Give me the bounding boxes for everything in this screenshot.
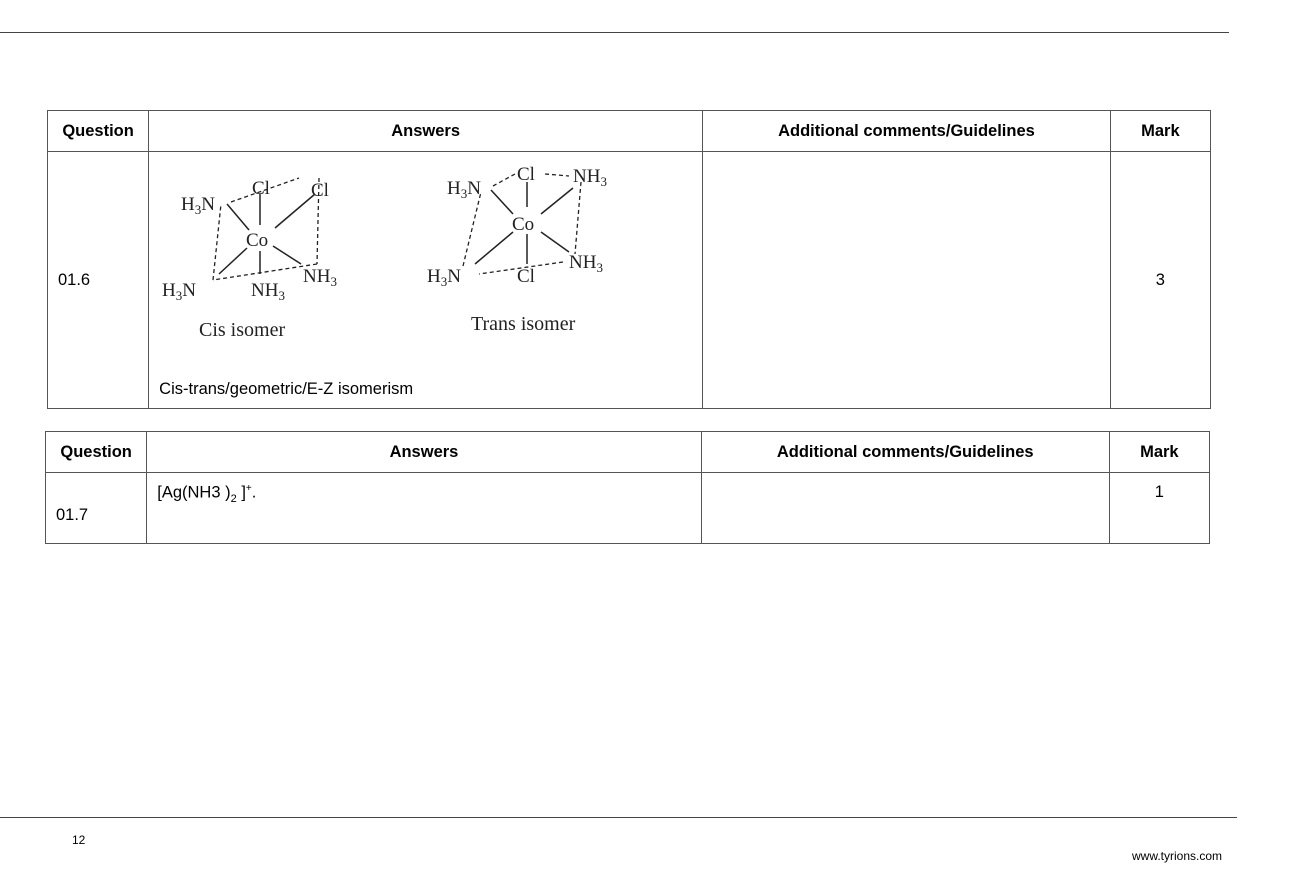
trans-isomer-label: Trans isomer [471,313,576,335]
table-header-row [46,432,1210,473]
complex-formula-tail: . [251,483,257,502]
table-row [48,152,1211,409]
mark-value: 1 [1109,473,1209,544]
isomerism-type-answer: Cis-trans/geometric/E-Z isomerism [159,380,414,398]
question-number: 01.6 [48,152,149,409]
svg-text:Cl: Cl [517,266,536,287]
top-rule [0,32,1229,33]
central-atom: Co [246,230,269,251]
complex-formula-subscript: 2 [230,492,237,505]
complex-formula-charge: + [245,483,252,494]
header-comments: Additional comments/Guidelines [703,111,1111,152]
header-question: Question [48,111,149,152]
table-header-row [48,111,1211,152]
table-row [46,473,1210,544]
svg-text:Cl: Cl [517,164,536,185]
cis-isomer-atoms [162,178,337,303]
cis-isomer-label: Cis isomer [199,319,286,341]
markscheme-table-2 [45,431,1210,544]
svg-text:NH3: $NH_3$ [303,266,338,289]
header-mark: Mark [1109,432,1209,473]
header-mark: Mark [1110,111,1210,152]
markscheme-table-1 [47,110,1211,409]
header-question: Question [46,432,147,473]
bottom-rule [0,817,1237,818]
svg-text:Co: Co [512,214,535,235]
svg-text:NH3: $NH_3$ [573,166,608,189]
header-answers: Answers [147,432,701,473]
svg-text:Cl: Cl [252,178,271,199]
svg-text:H3N: $H_3N$ [427,266,462,289]
svg-text:NH3: $NH_3$ [569,252,604,275]
answer-cell [149,152,703,409]
header-answers: Answers [149,111,703,152]
comments-cell [701,473,1109,544]
trans-isomer-atoms [427,164,607,289]
header-comments: Additional comments/Guidelines [701,432,1109,473]
svg-text:H3N: $H_3N$ [181,194,216,217]
svg-text:NH3: $NH_3$ [251,280,286,303]
svg-text:Cl: Cl [311,180,330,201]
isomer-diagrams [149,152,702,408]
question-number: 01.7 [46,473,147,544]
website-link[interactable]: www.tyrions.com [1132,849,1223,863]
complex-formula-main: [Ag(NH3 ) [157,483,231,502]
svg-text:H3N: $H_3N$ [162,280,197,303]
answer-cell [147,473,701,544]
complex-formula-bracket: ] [236,483,246,502]
page-number: 12 [72,833,86,847]
svg-text:H3N: $H_3N$ [447,178,482,201]
mark-value: 3 [1110,152,1210,409]
comments-cell [703,152,1111,409]
